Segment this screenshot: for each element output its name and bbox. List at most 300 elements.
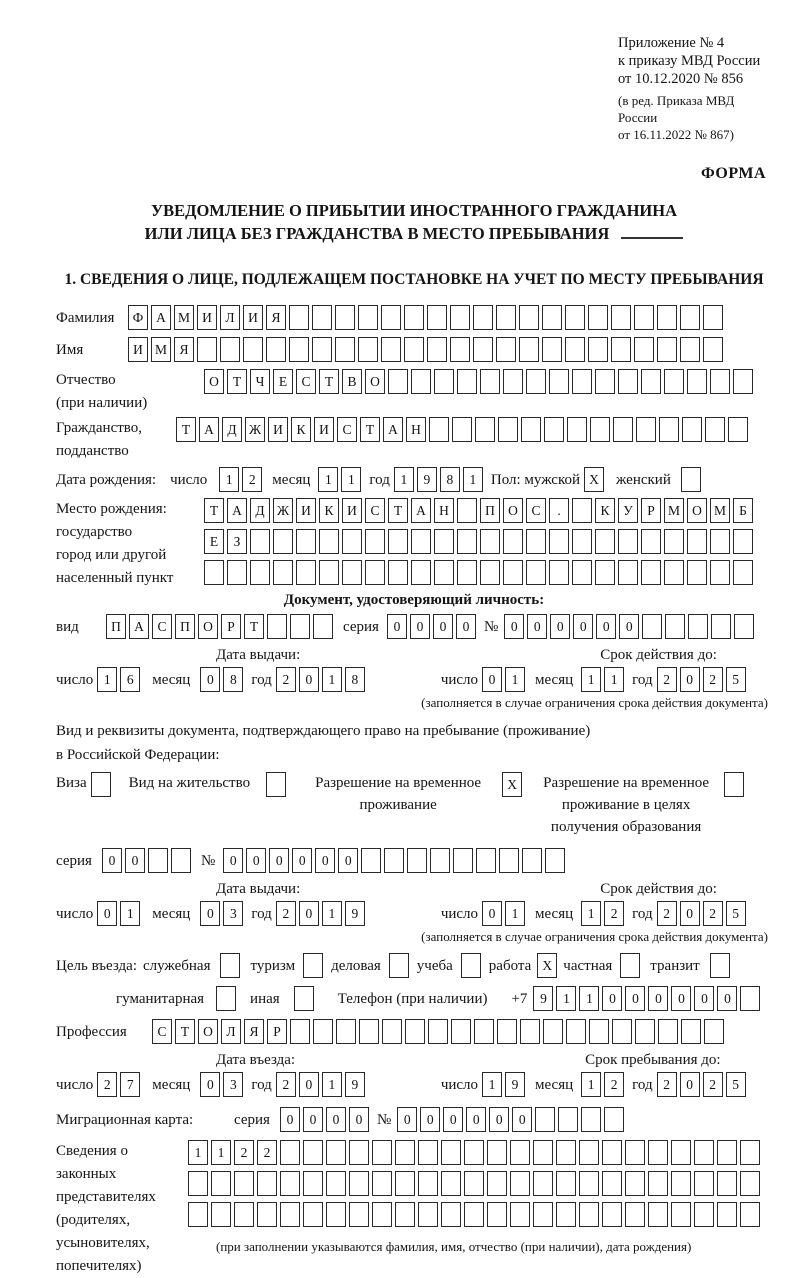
- cell[interactable]: [634, 305, 654, 330]
- cell[interactable]: Т: [204, 498, 224, 523]
- cell[interactable]: 0: [573, 614, 593, 639]
- cell[interactable]: [267, 614, 287, 639]
- cell[interactable]: [358, 337, 378, 362]
- cell[interactable]: [625, 1171, 645, 1196]
- cell[interactable]: [740, 986, 760, 1011]
- cell[interactable]: 5: [726, 1072, 746, 1097]
- cell[interactable]: Л: [221, 1019, 241, 1044]
- cell[interactable]: 0: [315, 848, 335, 873]
- cell[interactable]: [388, 369, 408, 394]
- permit-issue-month-cells[interactable]: [200, 901, 243, 926]
- cell[interactable]: [636, 417, 656, 442]
- cell[interactable]: [404, 337, 424, 362]
- representatives-cells-row2[interactable]: [188, 1171, 760, 1196]
- cell[interactable]: [250, 560, 270, 585]
- cell[interactable]: 9: [417, 467, 437, 492]
- cell[interactable]: 0: [102, 848, 122, 873]
- cell[interactable]: [588, 305, 608, 330]
- cell[interactable]: [618, 369, 638, 394]
- cell[interactable]: [220, 337, 240, 362]
- doc-series-cells[interactable]: [387, 614, 476, 639]
- cell[interactable]: [407, 848, 427, 873]
- profession-cells[interactable]: [152, 1019, 724, 1044]
- cell[interactable]: А: [227, 498, 247, 523]
- purpose-tourism-checkbox[interactable]: [303, 953, 323, 978]
- cell[interactable]: Л: [220, 305, 240, 330]
- cell[interactable]: 1: [482, 1072, 502, 1097]
- cell[interactable]: 0: [433, 614, 453, 639]
- cell[interactable]: [296, 529, 316, 554]
- cell[interactable]: 2: [604, 1072, 624, 1097]
- cell[interactable]: [602, 1140, 622, 1165]
- cell[interactable]: 2: [657, 667, 677, 692]
- cell[interactable]: [710, 529, 730, 554]
- cell[interactable]: 8: [345, 667, 365, 692]
- cell[interactable]: [704, 1019, 724, 1044]
- birthplace-cells-row2[interactable]: [204, 529, 753, 554]
- cell[interactable]: [280, 1202, 300, 1227]
- cell[interactable]: [148, 848, 168, 873]
- cell[interactable]: [313, 614, 333, 639]
- cell[interactable]: С: [365, 498, 385, 523]
- cell[interactable]: 0: [246, 848, 266, 873]
- cell[interactable]: 0: [420, 1107, 440, 1132]
- cell[interactable]: С: [526, 498, 546, 523]
- cell[interactable]: И: [197, 305, 217, 330]
- cell[interactable]: [694, 1171, 714, 1196]
- permit-issue-day-cells[interactable]: [97, 901, 140, 926]
- cell[interactable]: [457, 369, 477, 394]
- cell[interactable]: 1: [322, 901, 342, 926]
- cell[interactable]: О: [687, 498, 707, 523]
- purpose-other-checkbox[interactable]: [294, 986, 314, 1011]
- cell[interactable]: 5: [726, 901, 746, 926]
- cell[interactable]: [602, 1171, 622, 1196]
- cell[interactable]: [289, 337, 309, 362]
- permit-valid-day-cells[interactable]: [482, 901, 525, 926]
- cell[interactable]: [503, 369, 523, 394]
- stay-month-cells[interactable]: [581, 1072, 624, 1097]
- cell[interactable]: [543, 1019, 563, 1044]
- cell[interactable]: 8: [440, 467, 460, 492]
- cell[interactable]: Д: [250, 498, 270, 523]
- cell[interactable]: [487, 1202, 507, 1227]
- cell[interactable]: [234, 1171, 254, 1196]
- cell[interactable]: О: [204, 369, 224, 394]
- cell[interactable]: 2: [703, 1072, 723, 1097]
- cell[interactable]: [519, 305, 539, 330]
- cell[interactable]: [216, 986, 236, 1011]
- cell[interactable]: [188, 1202, 208, 1227]
- cell[interactable]: 0: [397, 1107, 417, 1132]
- cell[interactable]: 1: [341, 467, 361, 492]
- cell[interactable]: Т: [319, 369, 339, 394]
- temp-permit-edu-checkbox[interactable]: [724, 772, 744, 797]
- cell[interactable]: [358, 305, 378, 330]
- cell[interactable]: [728, 417, 748, 442]
- cell[interactable]: [453, 848, 473, 873]
- cell[interactable]: [476, 848, 496, 873]
- cell[interactable]: 0: [299, 1072, 319, 1097]
- doc-issue-month-cells[interactable]: [200, 667, 243, 692]
- cell[interactable]: 1: [120, 901, 140, 926]
- cell[interactable]: 2: [604, 901, 624, 926]
- cell[interactable]: П: [106, 614, 126, 639]
- cell[interactable]: 0: [338, 848, 358, 873]
- cell[interactable]: [243, 337, 263, 362]
- cell[interactable]: Р: [221, 614, 241, 639]
- cell[interactable]: 0: [443, 1107, 463, 1132]
- cell[interactable]: А: [383, 417, 403, 442]
- cell[interactable]: У: [618, 498, 638, 523]
- cell[interactable]: 0: [269, 848, 289, 873]
- cell[interactable]: [510, 1171, 530, 1196]
- cell[interactable]: [705, 417, 725, 442]
- cell[interactable]: И: [268, 417, 288, 442]
- cell[interactable]: [620, 953, 640, 978]
- cell[interactable]: [687, 369, 707, 394]
- cell[interactable]: [682, 417, 702, 442]
- cell[interactable]: [280, 1140, 300, 1165]
- cell[interactable]: [91, 772, 111, 797]
- cell[interactable]: К: [319, 498, 339, 523]
- cell[interactable]: [510, 1202, 530, 1227]
- cell[interactable]: [303, 1171, 323, 1196]
- cell[interactable]: [510, 1140, 530, 1165]
- cell[interactable]: [498, 417, 518, 442]
- cell[interactable]: К: [595, 498, 615, 523]
- cell[interactable]: 0: [326, 1107, 346, 1132]
- cell[interactable]: [171, 848, 191, 873]
- cell[interactable]: Б: [733, 498, 753, 523]
- cell[interactable]: Ж: [273, 498, 293, 523]
- cell[interactable]: [710, 953, 730, 978]
- cell[interactable]: [665, 614, 685, 639]
- cell[interactable]: [434, 529, 454, 554]
- permit-series-cells[interactable]: [102, 848, 191, 873]
- cell[interactable]: [365, 529, 385, 554]
- cell[interactable]: 1: [463, 467, 483, 492]
- cell[interactable]: 2: [276, 901, 296, 926]
- cell[interactable]: 2: [657, 1072, 677, 1097]
- cell[interactable]: [542, 305, 562, 330]
- cell[interactable]: [418, 1140, 438, 1165]
- cell[interactable]: [526, 369, 546, 394]
- birthplace-cells-row3[interactable]: [204, 560, 753, 585]
- cell[interactable]: [388, 560, 408, 585]
- cell[interactable]: [441, 1140, 461, 1165]
- entry-year-cells[interactable]: [276, 1072, 365, 1097]
- cell[interactable]: [579, 1202, 599, 1227]
- purpose-humanitarian-checkbox[interactable]: [216, 986, 236, 1011]
- mig-number-cells[interactable]: [397, 1107, 624, 1132]
- cell[interactable]: [556, 1140, 576, 1165]
- cell[interactable]: 0: [200, 1072, 220, 1097]
- cell[interactable]: [740, 1171, 760, 1196]
- cell[interactable]: [680, 337, 700, 362]
- cell[interactable]: 0: [680, 1072, 700, 1097]
- cell[interactable]: [648, 1202, 668, 1227]
- cell[interactable]: [694, 1202, 714, 1227]
- cell[interactable]: [411, 529, 431, 554]
- cell[interactable]: [336, 1019, 356, 1044]
- cell[interactable]: [342, 529, 362, 554]
- cell[interactable]: 0: [717, 986, 737, 1011]
- cell[interactable]: X: [537, 953, 557, 978]
- cell[interactable]: [625, 1202, 645, 1227]
- cell[interactable]: [526, 560, 546, 585]
- cell[interactable]: 0: [482, 901, 502, 926]
- cell[interactable]: [694, 1140, 714, 1165]
- cell[interactable]: Р: [641, 498, 661, 523]
- birth-year-cells[interactable]: [394, 467, 483, 492]
- cell[interactable]: [211, 1202, 231, 1227]
- cell[interactable]: [659, 417, 679, 442]
- cell[interactable]: [503, 560, 523, 585]
- cell[interactable]: [648, 1171, 668, 1196]
- permit-number-cells[interactable]: [223, 848, 565, 873]
- birth-day-cells[interactable]: [219, 467, 262, 492]
- visa-checkbox[interactable]: [91, 772, 111, 797]
- cell[interactable]: [227, 560, 247, 585]
- cell[interactable]: 0: [410, 614, 430, 639]
- cell[interactable]: 0: [671, 986, 691, 1011]
- cell[interactable]: [496, 305, 516, 330]
- cell[interactable]: [687, 560, 707, 585]
- cell[interactable]: 1: [581, 901, 601, 926]
- cell[interactable]: [526, 529, 546, 554]
- cell[interactable]: [671, 1202, 691, 1227]
- cell[interactable]: П: [175, 614, 195, 639]
- cell[interactable]: [335, 337, 355, 362]
- cell[interactable]: Ч: [250, 369, 270, 394]
- cell[interactable]: 0: [619, 614, 639, 639]
- cell[interactable]: [372, 1171, 392, 1196]
- cell[interactable]: 0: [125, 848, 145, 873]
- cell[interactable]: [266, 772, 286, 797]
- cell[interactable]: О: [365, 369, 385, 394]
- patronymic-cells[interactable]: [204, 369, 753, 394]
- cell[interactable]: [290, 1019, 310, 1044]
- purpose-work-checkbox[interactable]: [537, 953, 557, 978]
- cell[interactable]: [497, 1019, 517, 1044]
- cell[interactable]: 1: [604, 667, 624, 692]
- cell[interactable]: 9: [345, 901, 365, 926]
- cell[interactable]: [681, 467, 701, 492]
- cell[interactable]: [618, 529, 638, 554]
- cell[interactable]: 0: [280, 1107, 300, 1132]
- cell[interactable]: [452, 417, 472, 442]
- cell[interactable]: [280, 1171, 300, 1196]
- cell[interactable]: [611, 337, 631, 362]
- cell[interactable]: X: [502, 772, 522, 797]
- cell[interactable]: И: [342, 498, 362, 523]
- cell[interactable]: Я: [266, 305, 286, 330]
- cell[interactable]: 1: [581, 1072, 601, 1097]
- cell[interactable]: К: [291, 417, 311, 442]
- cell[interactable]: [579, 1171, 599, 1196]
- cell[interactable]: [395, 1140, 415, 1165]
- cell[interactable]: 1: [219, 467, 239, 492]
- cell[interactable]: [533, 1202, 553, 1227]
- cell[interactable]: [625, 1140, 645, 1165]
- mig-series-cells[interactable]: [280, 1107, 369, 1132]
- cell[interactable]: [549, 560, 569, 585]
- cell[interactable]: [566, 1019, 586, 1044]
- cell[interactable]: [642, 614, 662, 639]
- cell[interactable]: [349, 1171, 369, 1196]
- cell[interactable]: [590, 417, 610, 442]
- cell[interactable]: [671, 1171, 691, 1196]
- cell[interactable]: Д: [222, 417, 242, 442]
- permit-valid-year-cells[interactable]: [657, 901, 746, 926]
- cell[interactable]: [641, 369, 661, 394]
- cell[interactable]: [734, 614, 754, 639]
- cell[interactable]: [567, 417, 587, 442]
- cell[interactable]: [533, 1140, 553, 1165]
- cell[interactable]: [556, 1202, 576, 1227]
- cell[interactable]: 1: [556, 986, 576, 1011]
- doc-valid-day-cells[interactable]: [482, 667, 525, 692]
- cell[interactable]: 1: [188, 1140, 208, 1165]
- cell[interactable]: [717, 1140, 737, 1165]
- cell[interactable]: [290, 614, 310, 639]
- cell[interactable]: [733, 560, 753, 585]
- cell[interactable]: [450, 305, 470, 330]
- cell[interactable]: 1: [505, 901, 525, 926]
- cell[interactable]: 0: [504, 614, 524, 639]
- cell[interactable]: [503, 529, 523, 554]
- cell[interactable]: [381, 337, 401, 362]
- cell[interactable]: [418, 1171, 438, 1196]
- cell[interactable]: 0: [625, 986, 645, 1011]
- phone-cells[interactable]: [533, 986, 760, 1011]
- cell[interactable]: [197, 337, 217, 362]
- cell[interactable]: [680, 305, 700, 330]
- cell[interactable]: [326, 1171, 346, 1196]
- cell[interactable]: В: [342, 369, 362, 394]
- doc-number-cells[interactable]: [504, 614, 754, 639]
- representatives-cells-row1[interactable]: [188, 1140, 760, 1165]
- cell[interactable]: 0: [680, 667, 700, 692]
- cell[interactable]: 3: [223, 901, 243, 926]
- cell[interactable]: [545, 848, 565, 873]
- cell[interactable]: [581, 1107, 601, 1132]
- cell[interactable]: [544, 417, 564, 442]
- cell[interactable]: С: [152, 1019, 172, 1044]
- cell[interactable]: [313, 1019, 333, 1044]
- cell[interactable]: 2: [276, 667, 296, 692]
- cell[interactable]: [533, 1171, 553, 1196]
- cell[interactable]: [372, 1140, 392, 1165]
- cell[interactable]: [429, 417, 449, 442]
- cell[interactable]: Я: [174, 337, 194, 362]
- cell[interactable]: 0: [200, 667, 220, 692]
- birthplace-cells-row1[interactable]: [204, 498, 753, 523]
- cell[interactable]: 0: [694, 986, 714, 1011]
- cell[interactable]: 0: [596, 614, 616, 639]
- cell[interactable]: Н: [434, 498, 454, 523]
- cell[interactable]: [717, 1171, 737, 1196]
- cell[interactable]: [428, 1019, 448, 1044]
- cell[interactable]: [657, 305, 677, 330]
- stay-year-cells[interactable]: [657, 1072, 746, 1097]
- cell[interactable]: [359, 1019, 379, 1044]
- cell[interactable]: 9: [533, 986, 553, 1011]
- cell[interactable]: 5: [726, 667, 746, 692]
- cell[interactable]: 2: [703, 901, 723, 926]
- cell[interactable]: [522, 848, 542, 873]
- cell[interactable]: [474, 1019, 494, 1044]
- cell[interactable]: 0: [303, 1107, 323, 1132]
- cell[interactable]: [556, 1171, 576, 1196]
- cell[interactable]: [613, 417, 633, 442]
- doc-valid-year-cells[interactable]: [657, 667, 746, 692]
- cell[interactable]: А: [411, 498, 431, 523]
- cell[interactable]: [220, 953, 240, 978]
- cell[interactable]: [464, 1171, 484, 1196]
- cell[interactable]: [473, 305, 493, 330]
- cell[interactable]: Т: [244, 614, 264, 639]
- cell[interactable]: [671, 1140, 691, 1165]
- cell[interactable]: И: [128, 337, 148, 362]
- doc-issue-day-cells[interactable]: [97, 667, 140, 692]
- cell[interactable]: 0: [482, 667, 502, 692]
- cell[interactable]: [635, 1019, 655, 1044]
- permit-valid-month-cells[interactable]: [581, 901, 624, 926]
- cell[interactable]: [572, 498, 592, 523]
- cell[interactable]: [687, 529, 707, 554]
- cell[interactable]: [733, 529, 753, 554]
- cell[interactable]: [496, 337, 516, 362]
- cell[interactable]: 3: [223, 1072, 243, 1097]
- cell[interactable]: [740, 1202, 760, 1227]
- cell[interactable]: С: [152, 614, 172, 639]
- cell[interactable]: 0: [466, 1107, 486, 1132]
- cell[interactable]: [427, 305, 447, 330]
- cell[interactable]: [389, 953, 409, 978]
- cell[interactable]: [658, 1019, 678, 1044]
- cell[interactable]: 0: [680, 901, 700, 926]
- cell[interactable]: 2: [97, 1072, 117, 1097]
- cell[interactable]: Т: [388, 498, 408, 523]
- cell[interactable]: [634, 337, 654, 362]
- cell[interactable]: Т: [175, 1019, 195, 1044]
- cell[interactable]: [273, 560, 293, 585]
- cell[interactable]: 1: [579, 986, 599, 1011]
- cell[interactable]: 0: [349, 1107, 369, 1132]
- purpose-study-checkbox[interactable]: [461, 953, 481, 978]
- cell[interactable]: А: [199, 417, 219, 442]
- cell[interactable]: [434, 560, 454, 585]
- cell[interactable]: [441, 1202, 461, 1227]
- cell[interactable]: [349, 1140, 369, 1165]
- cell[interactable]: [612, 1019, 632, 1044]
- purpose-business-checkbox[interactable]: [389, 953, 409, 978]
- cell[interactable]: [418, 1202, 438, 1227]
- cell[interactable]: 0: [648, 986, 668, 1011]
- cell[interactable]: [664, 529, 684, 554]
- cell[interactable]: 2: [234, 1140, 254, 1165]
- cell[interactable]: [411, 369, 431, 394]
- doc-issue-year-cells[interactable]: [276, 667, 365, 692]
- cell[interactable]: Т: [360, 417, 380, 442]
- cell[interactable]: [382, 1019, 402, 1044]
- cell[interactable]: З: [227, 529, 247, 554]
- cell[interactable]: 0: [550, 614, 570, 639]
- cell[interactable]: [335, 305, 355, 330]
- cell[interactable]: Ж: [245, 417, 265, 442]
